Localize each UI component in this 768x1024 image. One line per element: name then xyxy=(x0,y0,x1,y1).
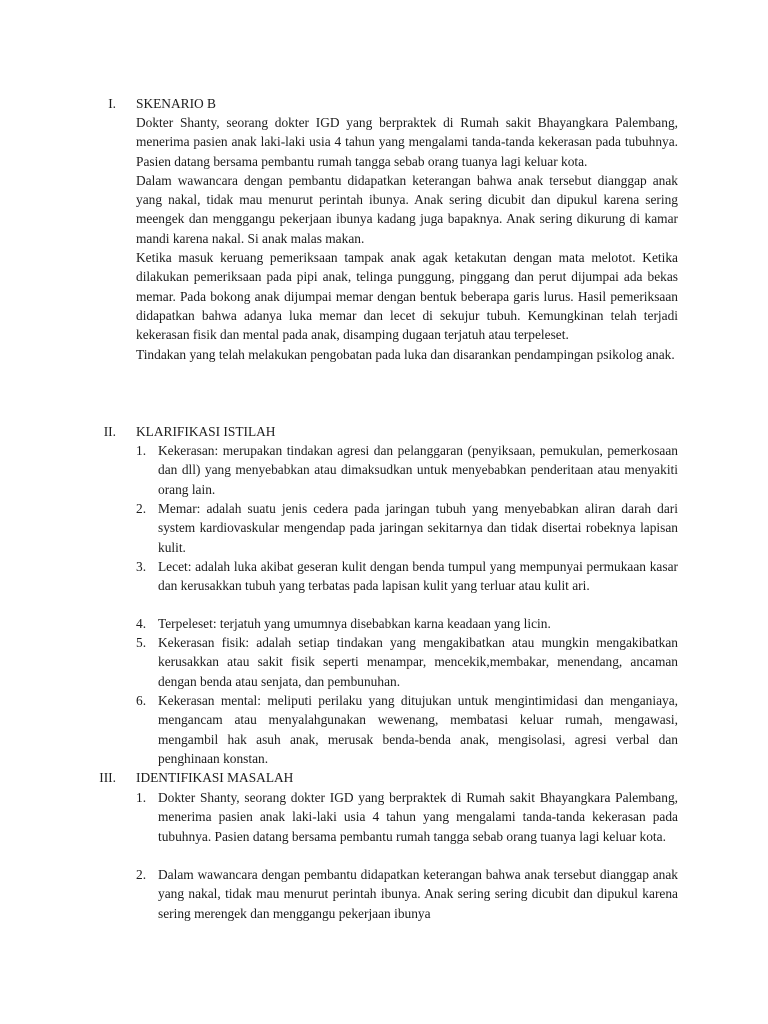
list-item-text: Kekerasan: merupakan tindakan agresi dan pelanggaran (penyiksaan, pemukulan, pemerkosaan dan dll) yang menyebabkan atau dimaksudkan untuk menyebabkan penderitaan atau menyakiti orang lain. xyxy=(158,443,678,497)
list-number: 4. xyxy=(136,616,147,631)
list-item xyxy=(136,441,678,499)
list-item-text: Memar: adalah suatu jenis cedera pada jaringan tubuh yang menyebabkan aliran darah dari system kardiovaskular mengendap pada jaringan sekitarnya dan tidak disertai robeknya lapisan kulit. xyxy=(158,501,678,555)
list-item xyxy=(136,865,678,923)
section-heading: SKENARIO B xyxy=(136,96,216,111)
section-numeral: III. xyxy=(99,770,116,785)
list-item-text: Dokter Shanty, seorang dokter IGD yang berpraktek di Rumah sakit Bhayangkara Palembang, menerima pasien anak laki-laki usia 4 tahun yang mengalami tanda-tanda kekerasan pada tubuhnya. Pasien datang bersama pembantu rumah tangga sebab orang tuanya lagi keluar kota. xyxy=(158,790,678,844)
list-item xyxy=(136,633,678,691)
list-number: 1. xyxy=(136,443,147,458)
list-item-text: Dalam wawancara dengan pembantu didapatkan keterangan bahwa anak tersebut dianggap anak yang nakal, tidak mau menurut perintah ibunya. Anak sering sering dicubit dan dipukul karena sering merengek dan menggangu pekerjaan ibunya xyxy=(158,867,678,921)
paragraph: Ketika masuk keruang pemeriksaan tampak anak agak ketakutan dengan mata melotot. Ketika dilakukan pemeriksaan pada pipi anak, telinga punggung, pinggang dan perut dijumpai ada bekas memar. Pada bokong anak dijumpai memar dengan bentuk beberapa garis lurus. Hasil pemeriksaan didapatkan bahwa adanya luka memar dan lecet di sekujur tubuh. Kemungkinan telah terjadi kekerasan fisik dan mental pada anak, disamping dugaan terjatuh atau terpeleset. xyxy=(136,250,678,343)
list-item-text: Lecet: adalah luka akibat geseran kulit dengan benda tumpul yang mempunyai permukaan kasar dan kerusakkan tubuh yang terbatas pada lapisan kulit yang terluar atau kulit ari. xyxy=(158,559,678,594)
list-item xyxy=(136,499,678,557)
list-item-text: Kekerasan fisik: adalah setiap tindakan yang mengakibatkan atau mungkin mengakibatkan kerusakkan atau sakit fisik seperti menampar, mencekik,membakar, menendang, ancaman dengan benda atau senjata, dan pembunuhan. xyxy=(158,635,678,689)
paragraph: Tindakan yang telah melakukan pengobatan pada luka dan disarankan pendampingan psikolog anak. xyxy=(136,346,675,362)
list-number: 1. xyxy=(136,790,147,805)
list-number: 5. xyxy=(136,635,147,650)
list-item-text: Terpeleset: terjatuh yang umumnya disebabkan karna keadaan yang licin. xyxy=(158,616,551,631)
section-body xyxy=(136,113,678,364)
list-number: 3. xyxy=(136,559,147,574)
list-item xyxy=(136,788,678,846)
list-number: 6. xyxy=(136,693,147,708)
paragraph: Dokter Shanty, seorang dokter IGD yang berpraktek di Rumah sakit Bhayangkara Palembang, menerima pasien anak laki-laki usia 4 tahun yang mengalami tanda-tanda kekerasan pada tubuhnya. Pasien datang bersama pembantu rumah tangga sebab orang tuanya lagi keluar kota. xyxy=(136,115,678,169)
list-item-text: Kekerasan mental: meliputi perilaku yang ditujukan untuk mengintimidasi dan menganiaya, mengancam atau menyalahgunakan wewenang, membatasi keluar rumah, mengawasi, mengambil hak asuh anak, merusak benda-benda anak, mengisolasi, agresi verbal dan penghinaan konstan. xyxy=(158,693,678,766)
list-number: 2. xyxy=(136,867,147,882)
section-numeral: I. xyxy=(108,96,116,111)
list-number: 2. xyxy=(136,501,147,516)
list-item xyxy=(136,614,678,633)
section-heading: KLARIFIKASI ISTILAH xyxy=(136,424,276,439)
section-numeral: II. xyxy=(103,424,116,439)
paragraph: Dalam wawancara dengan pembantu didapatkan keterangan bahwa anak tersebut dianggap anak yang nakal, tidak mau menurut perintah ibunya. Anak sering dicubit dan dipukul karena sering meengek dan menggangu pekerjaan ibunya kadang juga bapaknya. Anak sering dikurung di kamar mandi karena nakal. Si anak malas makan. xyxy=(136,172,678,246)
list-item xyxy=(136,691,678,768)
section-heading: IDENTIFIKASI MASALAH xyxy=(136,770,294,785)
list-item xyxy=(136,557,678,596)
